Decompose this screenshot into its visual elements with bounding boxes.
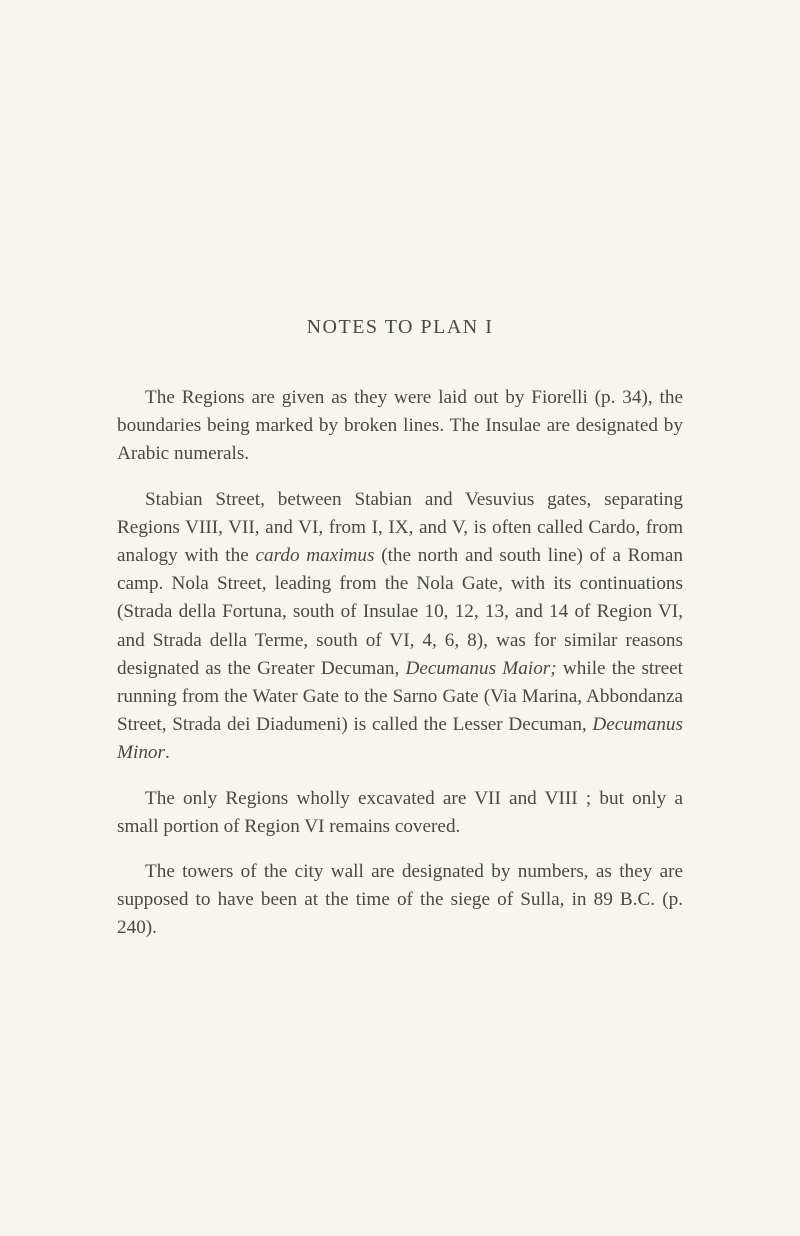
streets-text-a: Stabian Street, between Stabian and Vesuvius gates, separating Regions VIII, VII, and VI, from I, IX, and V, is often called Cardo, from analogy with the	[117, 488, 683, 567]
streets-text-e: while the street running from the Water Gate to the Sarno Gate (Via Marina, Abbondanza Street, Strada dei Diadumeni) is called the Lesser Decuman,	[117, 657, 683, 736]
notes-body	[117, 384, 683, 960]
streets-term-cardo: cardo maximus	[255, 545, 375, 567]
streets-term-decumanus-maior: Decumanus Maior;	[405, 657, 557, 679]
page-heading: NOTES TO PLAN I	[306, 316, 494, 338]
paragraph-excavation: The only Regions wholly excavated are VII and VIII ; but only a small portion of Region VI remains covered.	[117, 787, 683, 837]
streets-term-decumanus-minor: Decumanus Minor	[117, 714, 683, 764]
paragraph-regions: The Regions are given as they were laid out by Fiorelli (p. 34), the boundaries being marked by broken lines. The Insulae are designated by Arabic numerals.	[117, 387, 683, 465]
streets-text-g: .	[164, 742, 170, 764]
streets-text-c: (the north and south line) of a Roman camp. Nola Street, leading from the Nola Gate, with its continuations (Strada della Fortuna, south of Insulae 10, 12, 13, and 14 of Region VI, and Strada della Terme, south of VI, 4, 6, 8), was for similar reasons designated as the Greater Decuman,	[117, 545, 683, 679]
paragraph-streets	[117, 486, 683, 768]
paragraph-towers: The towers of the city wall are designated by numbers, as they are supposed to have been at the time of the siege of Sulla, in 89 B.C. (p. 240).	[117, 861, 683, 939]
